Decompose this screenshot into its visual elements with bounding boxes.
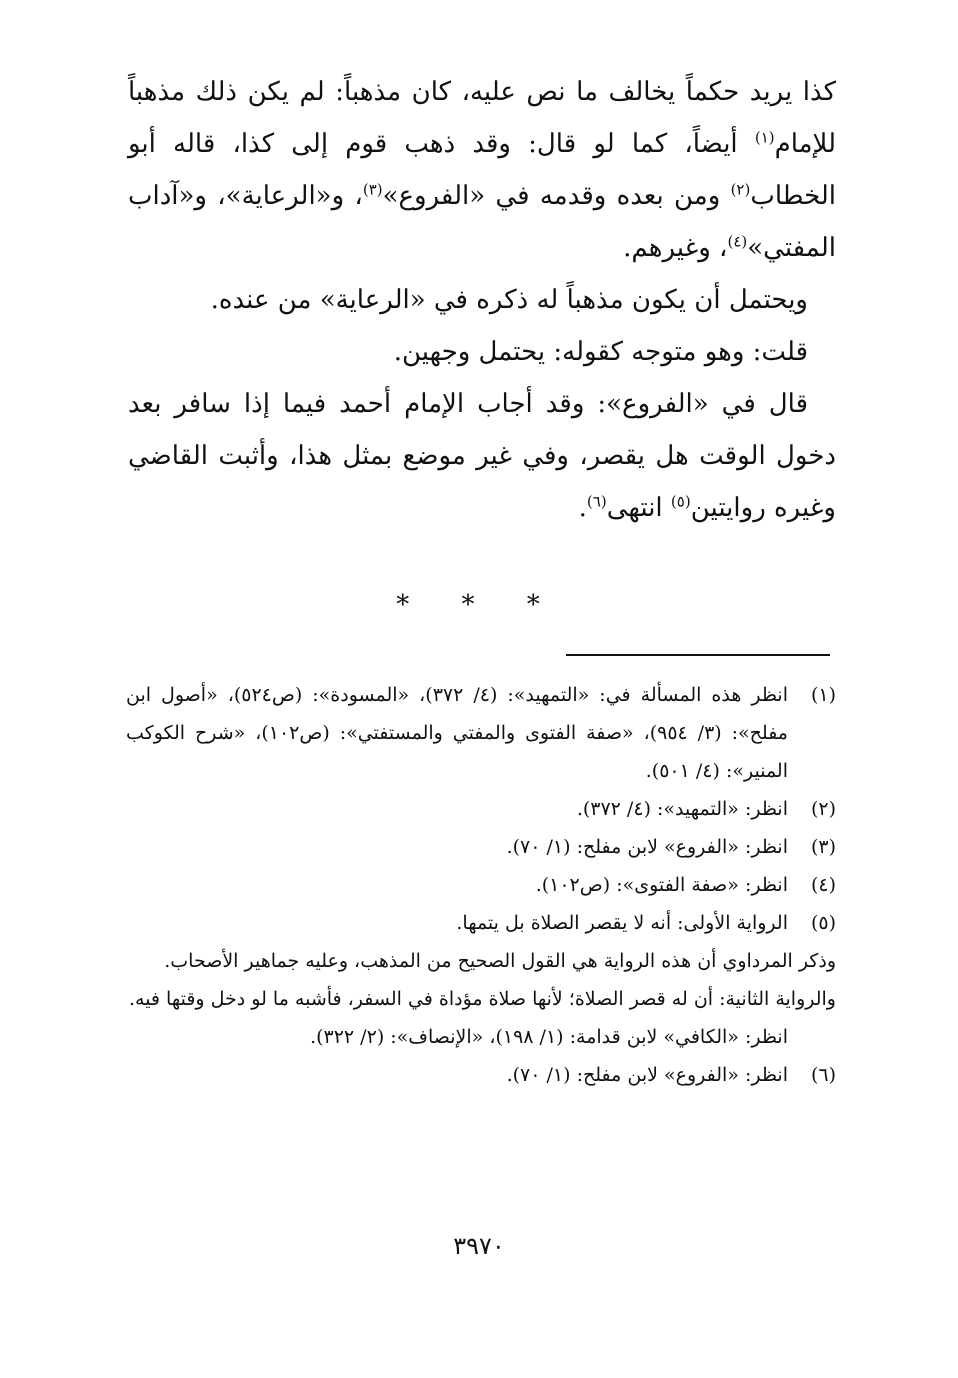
footnote-text: انظر: «صفة الفتوى»: (ص١٠٢). <box>535 874 788 896</box>
paragraph-1-text-a: كذا يريد حكماً يخالف ما نص عليه، كان مذهباً: لم يكن ذلك مذهباً للإمام <box>128 77 836 159</box>
paragraph-2: ويحتمل أن يكون مذهباً له ذكره في «الرعاية» من عنده. <box>210 285 808 315</box>
footnote-2 <box>126 790 836 828</box>
footnote-number: (٣) <box>810 836 836 858</box>
footnote-number: (٦) <box>810 1064 836 1086</box>
paragraph-3: قلت: وهو متوجه كقوله: يحتمل وجهين. <box>393 337 808 367</box>
footnote-ref-2: (٢) <box>730 180 751 199</box>
footnote-1 <box>126 676 836 790</box>
main-text <box>128 66 836 534</box>
footnote-ref-6: (٦) <box>586 492 607 511</box>
footnote-3 <box>126 828 836 866</box>
footnote-number: (٤) <box>810 874 836 896</box>
paragraph-4-text-b: انتهى <box>606 493 671 523</box>
footnote-number: (١) <box>810 684 836 706</box>
section-separator: * * * <box>396 590 562 620</box>
footnote-ref-3: (٣) <box>362 180 383 199</box>
footnote-text: انظر: «الفروع» لابن مفلح: (١/ ٧٠). <box>506 836 788 858</box>
paragraph-4 <box>128 378 836 534</box>
footnote-rule <box>566 654 830 656</box>
footnote-5-continuation-2: والرواية الثانية: أن له قصر الصلاة؛ لأنها صلاة مؤداة في السفر، فأشبه ما لو دخل وقتها فيه. <box>128 988 836 1010</box>
footnote-number: (٢) <box>810 798 836 820</box>
footnote-text: انظر: «الفروع» لابن مفلح: (١/ ٧٠). <box>506 1064 788 1086</box>
footnote-ref-4: (٤) <box>727 232 748 251</box>
footnote-5-continuation-1: وذكر المرداوي أن هذه الرواية هي القول الصحيح من المذهب، وعليه جماهير الأصحاب. <box>164 950 836 972</box>
footnote-text: انظر: «التمهيد»: (٤/ ٣٧٢). <box>576 798 788 820</box>
page-number: ٣٩٧٠ <box>453 1232 505 1260</box>
paragraph-4-text-a: قال في «الفروع»: وقد أجاب الإمام أحمد فيما إذا سافر بعد دخول الوقت هل يقصر، وفي غير موضع بمثل هذا، وأثبت القاضي وغيره روايتين <box>128 389 836 523</box>
paragraph-1-text-c: ومن بعده وقدمه في «الفروع» <box>382 181 731 211</box>
paragraph-1-text-b: أيضاً، كما لو قال: وقد ذهب قوم إلى كذا، قاله أبو الخطاب <box>128 129 836 211</box>
footnote-ref-5: (٥) <box>670 492 691 511</box>
footnote-text: انظر هذه المسألة في: «التمهيد»: (٤/ ٣٧٢)، «المسودة»: (ص٥٢٤)، «أصول ابن مفلح»: (٣/ ٩٥٤)، «صفة الفتوى والمفتي والمستفتي»: (ص١٠٢)، «شرح الكوكب المنير»: (٤/ ٥٠١). <box>126 684 788 782</box>
paragraph-1-text-e: ، وغيرهم. <box>623 233 728 263</box>
paragraph-1 <box>128 66 836 274</box>
footnote-text: الرواية الأولى: أنه لا يقصر الصلاة بل يتمها. <box>456 912 788 934</box>
footnote-ref-1: (١) <box>754 128 775 147</box>
footnote-5 <box>126 904 836 942</box>
paragraph-4-text-c: . <box>578 493 587 523</box>
footnotes <box>126 676 836 1094</box>
footnote-4 <box>126 866 836 904</box>
footnote-number: (٥) <box>810 912 836 934</box>
footnote-6 <box>126 1056 836 1094</box>
footnote-5-continuation-3: انظر: «الكافي» لابن قدامة: (١/ ١٩٨)، «الإنصاف»: (٢/ ٣٢٢). <box>310 1026 788 1048</box>
paragraph-1-text-d: ، و«الرعاية»، و«آداب المفتي» <box>128 181 836 263</box>
